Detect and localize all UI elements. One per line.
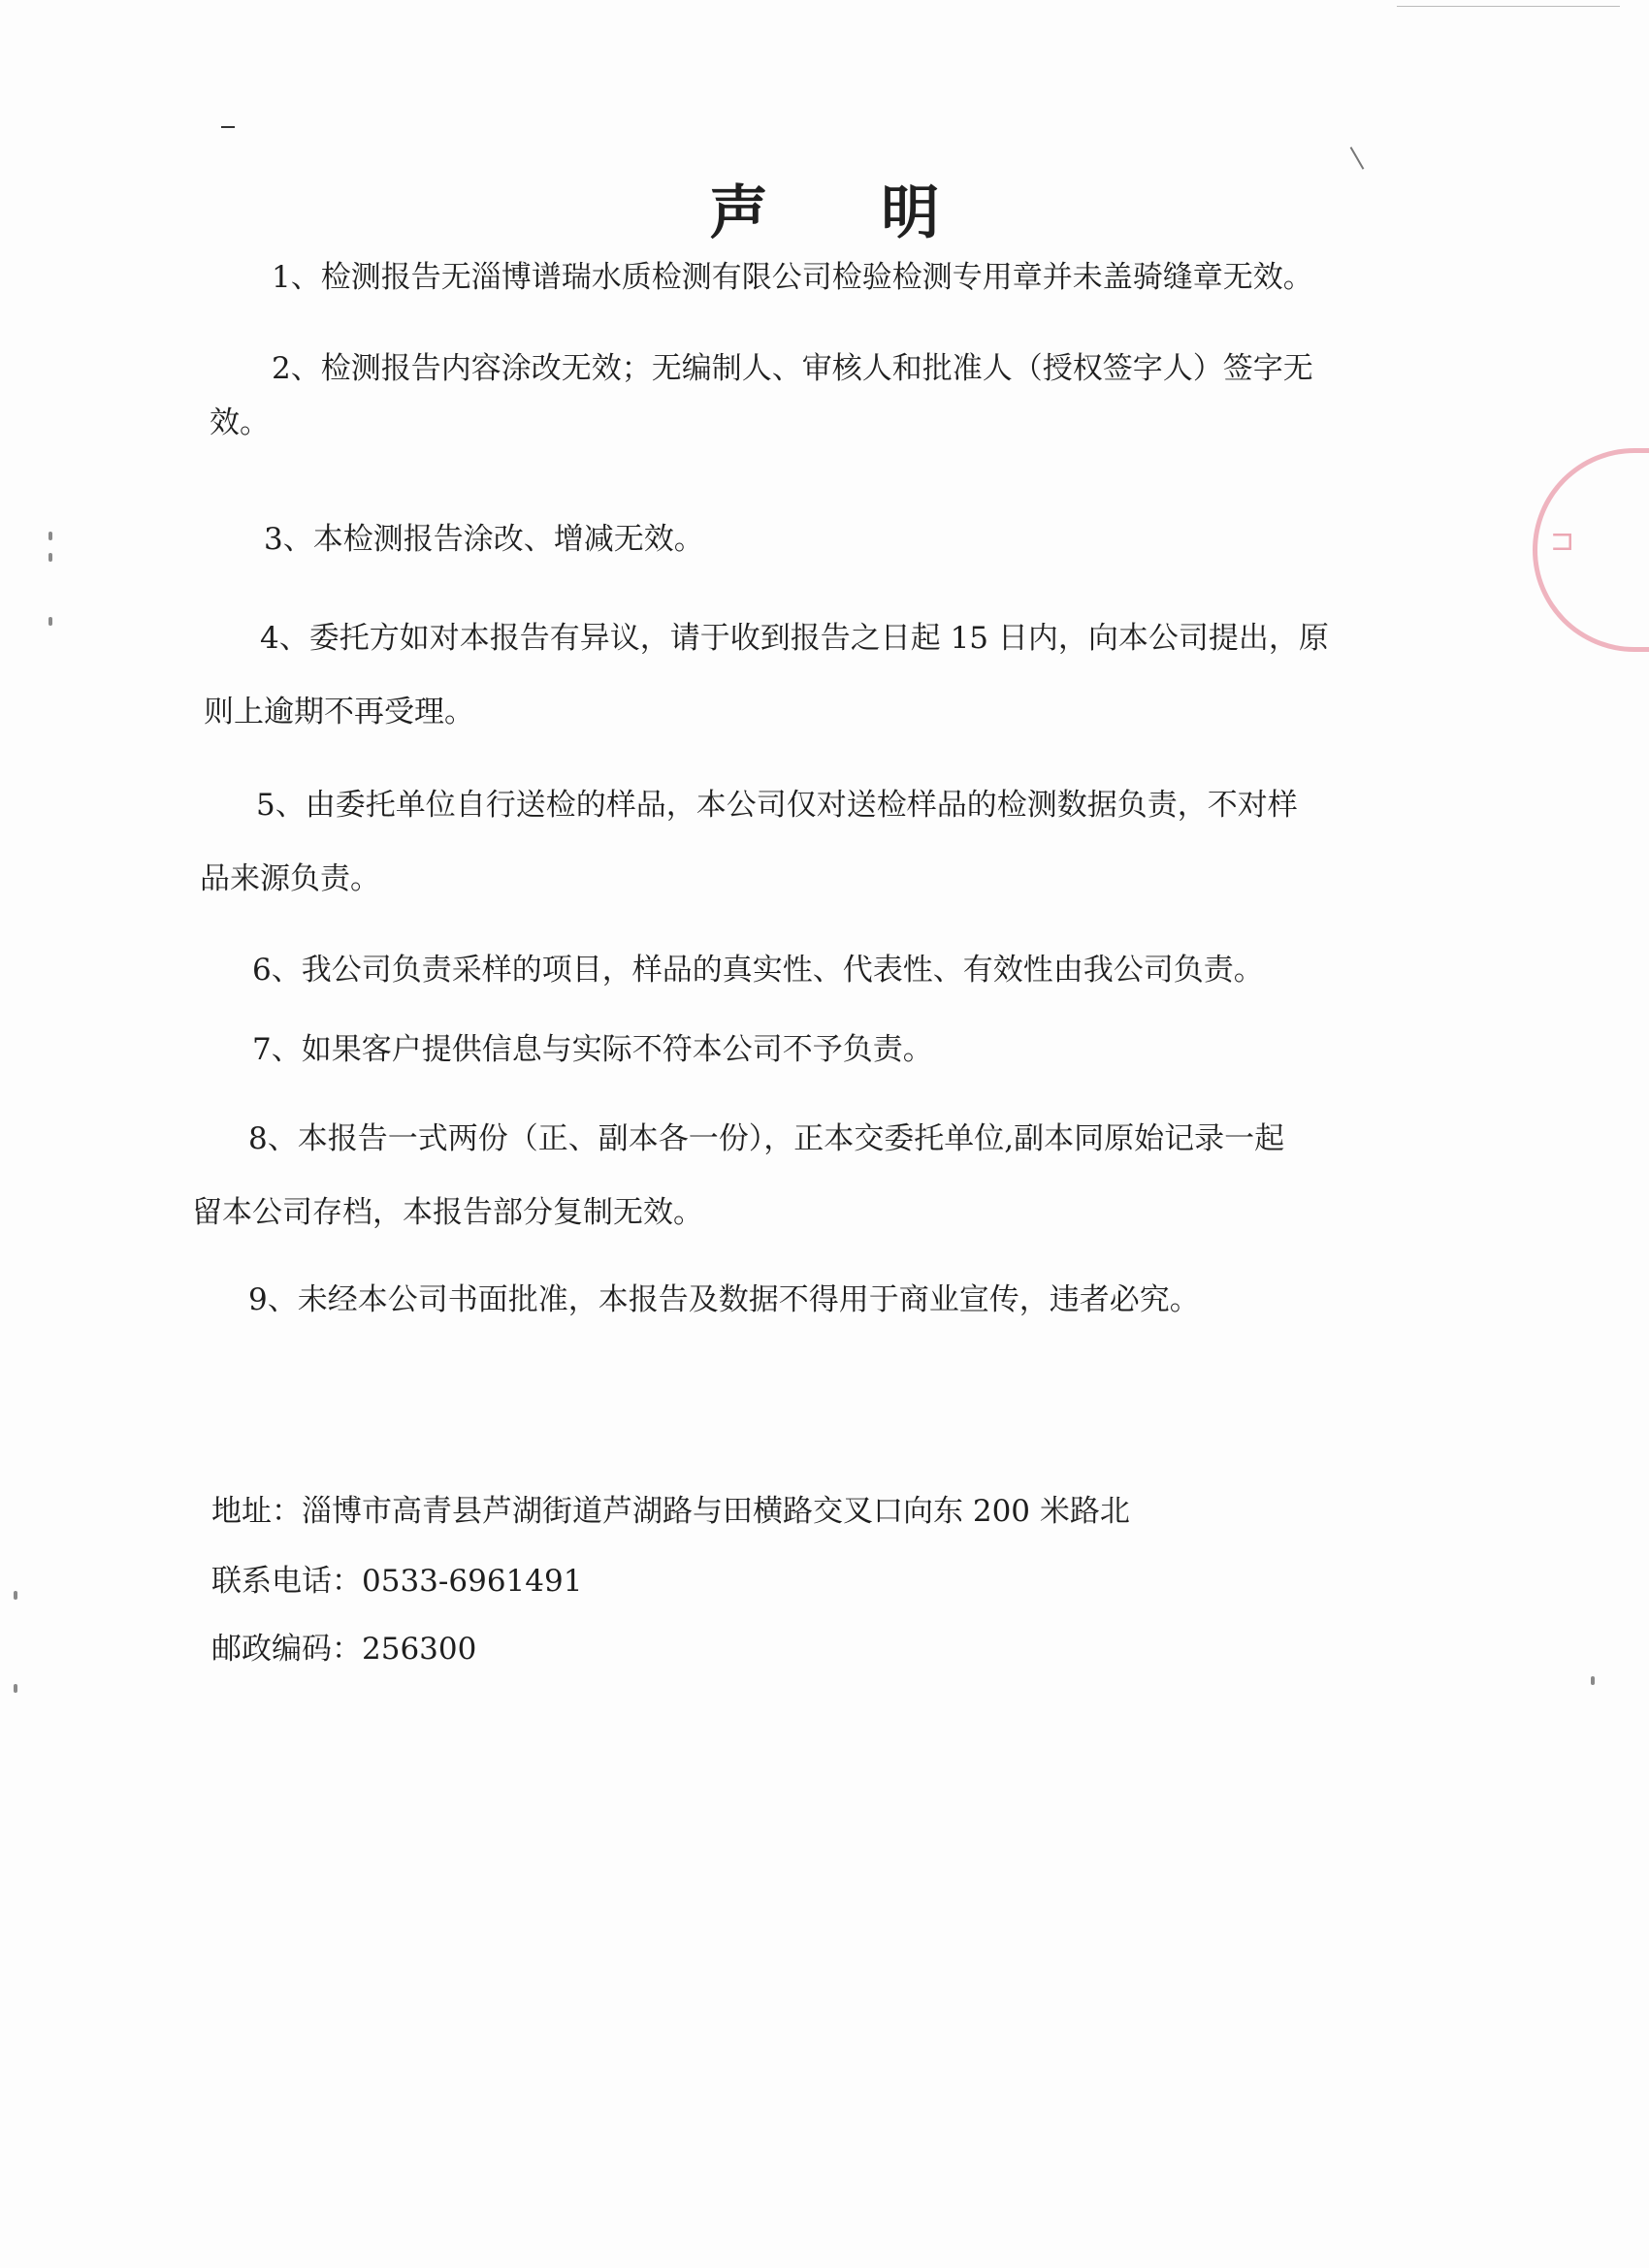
scan-dash-mark bbox=[221, 126, 235, 128]
scan-edge-line bbox=[1397, 6, 1620, 7]
statement-1 bbox=[272, 250, 1313, 305]
binding-hole-mark bbox=[48, 617, 52, 626]
statement-3 bbox=[264, 512, 704, 567]
statement-line: 1、检测报告无淄博谱瑞水质检测有限公司检验检测专用章并未盖骑缝章无效。 bbox=[272, 260, 1313, 295]
statement-4 bbox=[204, 611, 1329, 739]
page-title: 声 明 bbox=[709, 179, 986, 247]
statement-line: 3、本检测报告涂改、增减无效。 bbox=[264, 522, 704, 557]
binding-hole-mark bbox=[14, 1591, 17, 1600]
binding-hole-mark bbox=[1591, 1676, 1595, 1685]
contact-postcode: 邮政编码：256300 bbox=[211, 1632, 477, 1667]
binding-hole-mark bbox=[14, 1684, 17, 1693]
contact-phone: 联系电话：0533-6961491 bbox=[211, 1564, 583, 1599]
statement-line-continued: 则上逾期不再受理。 bbox=[204, 695, 474, 729]
contact-address: 地址：淄博市高青县芦湖街道芦湖路与田横路交叉口向东 200 米路北 bbox=[211, 1494, 1130, 1529]
statement-7 bbox=[252, 1022, 933, 1077]
statement-line: 7、如果客户提供信息与实际不符本公司不予负责。 bbox=[252, 1032, 933, 1067]
statement-line: 4、委托方如对本报告有异议，请于收到报告之日起 15 日内，向本公司提出，原 bbox=[260, 621, 1329, 656]
statement-2 bbox=[210, 341, 1313, 450]
statement-line: 6、我公司负责采样的项目，样品的真实性、代表性、有效性由我公司负责。 bbox=[252, 953, 1264, 988]
statement-line-continued: 效。 bbox=[210, 405, 270, 440]
statement-line: 8、本报告一式两份（正、副本各一份），正本交委托单位,副本同原始记录一起 bbox=[248, 1121, 1285, 1156]
binding-hole-mark bbox=[48, 553, 52, 562]
statement-line: 5、由委托单位自行送检的样品，本公司仅对送检样品的检测数据负责，不对样 bbox=[256, 788, 1298, 823]
statement-8 bbox=[192, 1112, 1285, 1240]
statement-line-continued: 留本公司存档，本报告部分复制无效。 bbox=[192, 1195, 703, 1230]
statement-6 bbox=[252, 943, 1264, 997]
statement-line: 2、检测报告内容涂改无效；无编制人、审核人和批准人（授权签字人）签字无 bbox=[272, 351, 1313, 386]
seal-stamp-glyph: ⊐ bbox=[1550, 524, 1575, 558]
statement-line: 9、未经本公司书面批准，本报告及数据不得用于商业宣传，违者必究。 bbox=[248, 1282, 1200, 1317]
statement-line-continued: 品来源负责。 bbox=[200, 861, 380, 896]
statement-9 bbox=[248, 1273, 1200, 1327]
binding-hole-mark bbox=[48, 532, 52, 540]
statement-5 bbox=[200, 778, 1298, 906]
